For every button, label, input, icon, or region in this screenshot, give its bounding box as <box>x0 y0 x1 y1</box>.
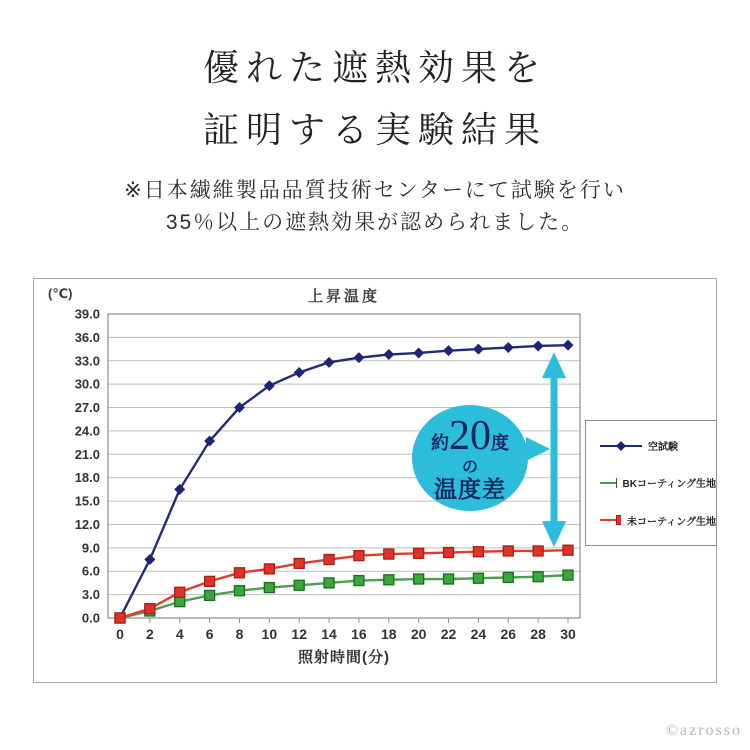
svg-text:12: 12 <box>291 626 307 642</box>
annotation-line3: 温度差 <box>434 476 506 503</box>
svg-text:0.0: 0.0 <box>81 610 100 626</box>
legend-label-2: 未コーティング生地 <box>627 516 716 528</box>
legend-marker-2 <box>600 514 621 526</box>
annotation-line2: の <box>461 458 478 476</box>
svg-text:6: 6 <box>205 626 214 642</box>
legend-label-0: 空試験 <box>648 442 678 454</box>
svg-text:2: 2 <box>145 626 154 642</box>
svg-text:4: 4 <box>175 626 184 642</box>
svg-text:26: 26 <box>500 626 517 642</box>
svg-text:10: 10 <box>261 626 278 642</box>
legend-item-0 <box>600 438 716 453</box>
annotation-bubble <box>412 405 528 511</box>
svg-text:3.0: 3.0 <box>81 587 100 603</box>
y-axis-unit-label: (℃) <box>48 286 73 301</box>
page-title-line1: 優れた遮熱効果を <box>202 48 547 88</box>
annotation-line1: 約20度 <box>431 413 509 460</box>
svg-text:39.0: 39.0 <box>74 306 100 322</box>
copyright-watermark: ©azrosso <box>665 722 742 739</box>
chart-title: 上昇温度 <box>307 288 380 305</box>
y-axis-tick-labels <box>75 307 100 626</box>
svg-text:16: 16 <box>351 626 367 642</box>
series-line-2 <box>120 550 568 618</box>
svg-text:21.0: 21.0 <box>74 446 100 462</box>
x-axis-title: 照射時間(分) <box>298 649 390 666</box>
page-title-line2: 証明する実験結果 <box>202 110 547 150</box>
chart-legend <box>585 420 717 546</box>
svg-text:30: 30 <box>560 626 576 642</box>
svg-text:14: 14 <box>321 626 337 642</box>
svg-text:36.0: 36.0 <box>74 329 100 345</box>
svg-text:18.0: 18.0 <box>74 470 100 486</box>
svg-text:6.0: 6.0 <box>81 563 100 579</box>
svg-text:9.0: 9.0 <box>81 540 100 556</box>
legend-marker-0 <box>600 440 642 452</box>
note-line2: 35％以上の遮熱効果が認められました。 <box>165 211 585 234</box>
legend-marker-1 <box>600 477 617 489</box>
legend-item-2 <box>600 513 716 528</box>
legend-item-1 <box>600 475 716 490</box>
svg-text:0: 0 <box>116 626 124 642</box>
svg-text:24.0: 24.0 <box>74 423 100 439</box>
svg-text:30.0: 30.0 <box>74 376 100 392</box>
svg-text:15.0: 15.0 <box>74 493 100 509</box>
annotation-bubble-pointer <box>526 437 550 461</box>
legend-label-1: BKコーティング生地 <box>622 479 716 491</box>
chart-panel <box>33 278 717 683</box>
svg-text:24: 24 <box>470 626 487 642</box>
svg-text:12.0: 12.0 <box>74 516 100 532</box>
x-axis-ticks <box>120 618 568 623</box>
svg-text:33.0: 33.0 <box>74 353 100 369</box>
svg-text:22: 22 <box>440 626 457 642</box>
svg-text:20: 20 <box>410 626 427 642</box>
x-axis-tick-labels <box>116 626 576 642</box>
note-line1: ※日本繊維製品品質技術センターにて試験を行い <box>124 179 626 202</box>
svg-text:8: 8 <box>235 626 244 642</box>
svg-text:18: 18 <box>381 626 397 642</box>
series-line-1 <box>120 575 568 618</box>
svg-text:27.0: 27.0 <box>74 400 100 416</box>
svg-text:28: 28 <box>530 626 546 642</box>
